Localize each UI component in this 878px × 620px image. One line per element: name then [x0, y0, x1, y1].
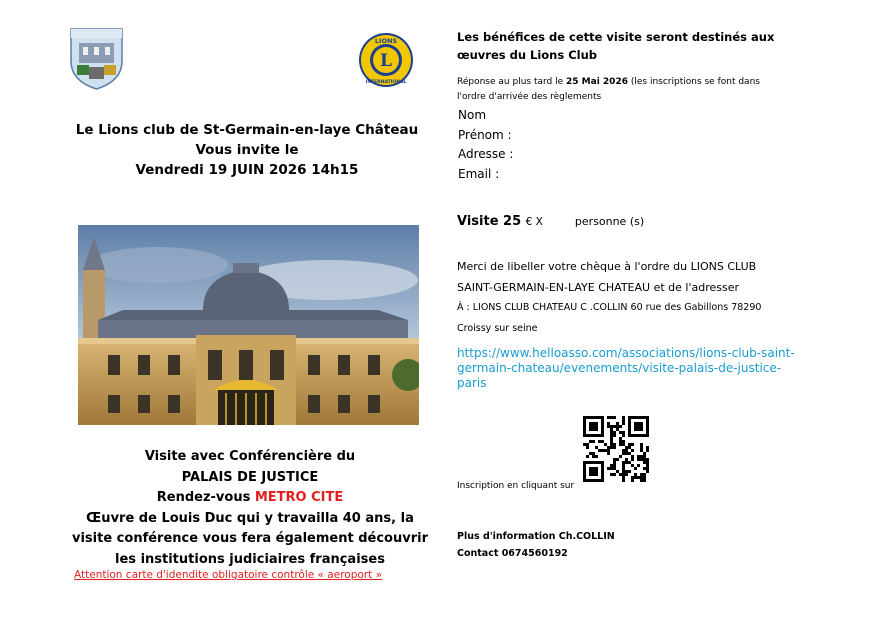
visit-description	[62, 447, 438, 570]
url-line-3[interactable]: paris	[457, 376, 487, 390]
url-line-2[interactable]: germain-chateau/evenements/visite-palais-de-justice-	[457, 361, 782, 375]
helloasso-link[interactable]	[457, 346, 817, 391]
qr-code-icon[interactable]	[583, 416, 649, 482]
response-prefix: Réponse au plus tard le	[457, 77, 567, 87]
benefits-line-2: œuvres du Lions Club	[457, 48, 598, 62]
response-line-2: l'ordre d'arrivée des règlements	[457, 92, 602, 102]
visit-persons: personne (s)	[574, 215, 645, 228]
invitation-line-1: Le Lions club de St-Germain-en-laye Château	[75, 122, 419, 138]
lions-logo-letter: L	[380, 51, 392, 71]
field-adresse: Adresse :	[458, 147, 514, 161]
url-line-1[interactable]: https://www.helloasso.com/associations/lions-club-saint-	[457, 346, 795, 360]
contact-phone: Contact 0674560192	[457, 547, 568, 559]
response-date: 25 Mai 2026	[566, 77, 628, 87]
payment-line-2: SAINT-GERMAIN-EN-LAYE CHATEAU et de l'adresser	[457, 281, 739, 294]
visit-line-4: Œuvre de Louis Duc qui y travailla 40 ans, la	[86, 510, 414, 526]
visit-price-label: Visite 25	[457, 214, 526, 229]
rendezvous-label: Rendez-vous	[156, 490, 255, 505]
visit-price-unit: € X	[525, 216, 543, 228]
address-line-1: À : LIONS CLUB CHATEAU C .COLLIN 60 rue des Gabillons 78290	[457, 302, 762, 313]
club-crest-icon	[69, 27, 124, 91]
invitation-line-2: Vous invite le	[195, 142, 299, 158]
invitation-date: Vendredi 19 JUIN 2026 14h15	[135, 162, 359, 178]
payment-instructions	[457, 256, 807, 298]
contact-info	[457, 529, 615, 562]
visit-line-5: visite conférence vous fera également découvrir	[72, 531, 428, 546]
inscription-note: Inscription en cliquant sur	[457, 481, 575, 491]
field-prenom: Prénom :	[458, 127, 512, 142]
id-card-warning: Attention carte d'idendite obligatoire contrôle « aeroport »	[74, 569, 382, 581]
visit-price	[457, 214, 644, 229]
visit-line-6: les institutions judiciaires françaises	[115, 551, 385, 567]
visit-place: PALAIS DE JUSTICE	[181, 469, 319, 485]
invitation-block	[60, 120, 434, 180]
lions-logo-text-top: LIONS	[374, 37, 398, 45]
field-email: Email :	[458, 166, 500, 181]
rendezvous-line	[62, 488, 438, 509]
response-suffix: (les inscriptions se font dans	[627, 77, 760, 87]
info-line: Plus d'information Ch.COLLIN	[457, 531, 615, 542]
lions-logo-text-bottom: INTERNATIONAL	[365, 80, 407, 85]
metro-cite: METRO CITE	[254, 490, 344, 505]
benefits-line-1: Les bénéfices de cette visite seront destinés aux	[457, 30, 775, 44]
visit-line-1: Visite avec Conférencière du	[144, 449, 356, 464]
address-line-2: Croissy sur seine	[457, 323, 538, 334]
payment-line-1: Merci de libeller votre chèque à l'ordre du LIONS CLUB	[457, 260, 757, 273]
benefits-note	[457, 28, 777, 64]
response-line-1	[457, 75, 817, 90]
palais-de-justice-photo	[78, 225, 419, 425]
response-deadline	[457, 75, 817, 105]
postal-address	[457, 297, 817, 339]
lions-international-logo-icon	[358, 32, 414, 88]
field-nom: Nom	[458, 108, 487, 122]
registration-fields	[457, 106, 513, 184]
